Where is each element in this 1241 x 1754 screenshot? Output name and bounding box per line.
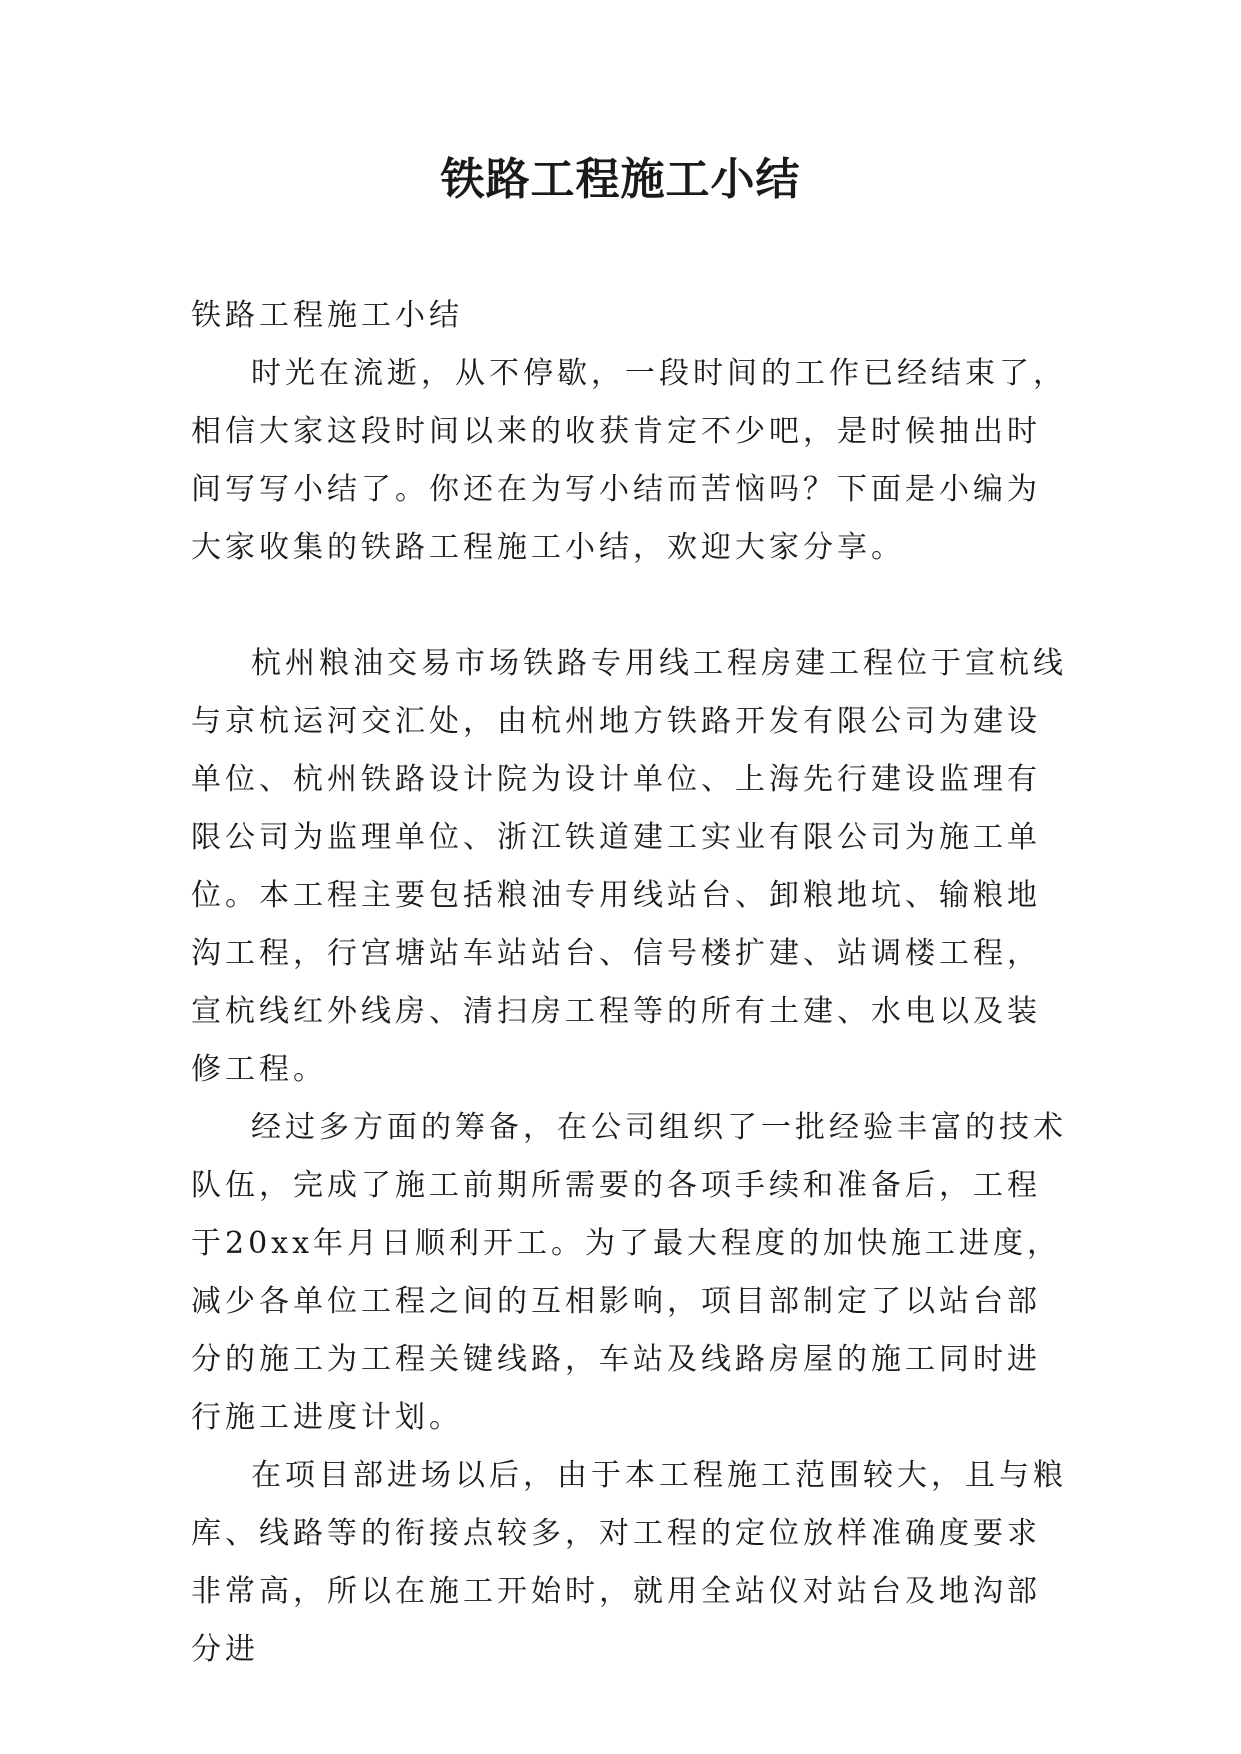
paragraph-project-overview: 杭州粮油交易市场铁路专用线工程房建工程位于宣杭线与京杭运河交汇处，由杭州地方铁路开发有限公司为建设单位、杭州铁路设计院为设计单位、上海先行建设监理有限公司为监理单位、浙江铁道建工实业有限公司为施工单位。本工程主要包括粮油专用线站台、卸粮地坑、输粮地沟工程，行宫塘站车站站台、信号楼扩建、站调楼工程，宣杭线红外线房、清扫房工程等的所有土建、水电以及装修工程。 [191,646,1067,1087]
document-body [191,287,1071,1679]
paragraph-spacer [191,577,1071,635]
paragraph-site-setup: 在项目部进场以后，由于本工程施工范围较大，且与粮库、线路等的衔接点较多，对工程的定位放样准确度要求非常高，所以在施工开始时，就用全站仪对站台及地沟部分进 [191,1458,1067,1667]
page-title: 铁路工程施工小结 [440,154,801,205]
document-subtitle: 铁路工程施工小结 [191,298,463,333]
paragraph-preparation: 经过多方面的筹备，在公司组织了一批经验丰富的技术队伍，完成了施工前期所需要的各项手续和准备后，工程于20xx年月日顺利开工。为了最大程度的加快施工进度，减少各单位工程之间的互相影响，项目部制定了以站台部分的施工为工程关键线路，车站及线路房屋的施工同时进行施工进度计划。 [191,1110,1067,1435]
paragraph-intro: 时光在流逝，从不停歇，一段时间的工作已经结束了，相信大家这段时间以来的收获肯定不少吧，是时候抽出时间写写小结了。你还在为写小结而苦恼吗？下面是小编为大家收集的铁路工程施工小结，欢迎大家分享。 [191,356,1067,565]
